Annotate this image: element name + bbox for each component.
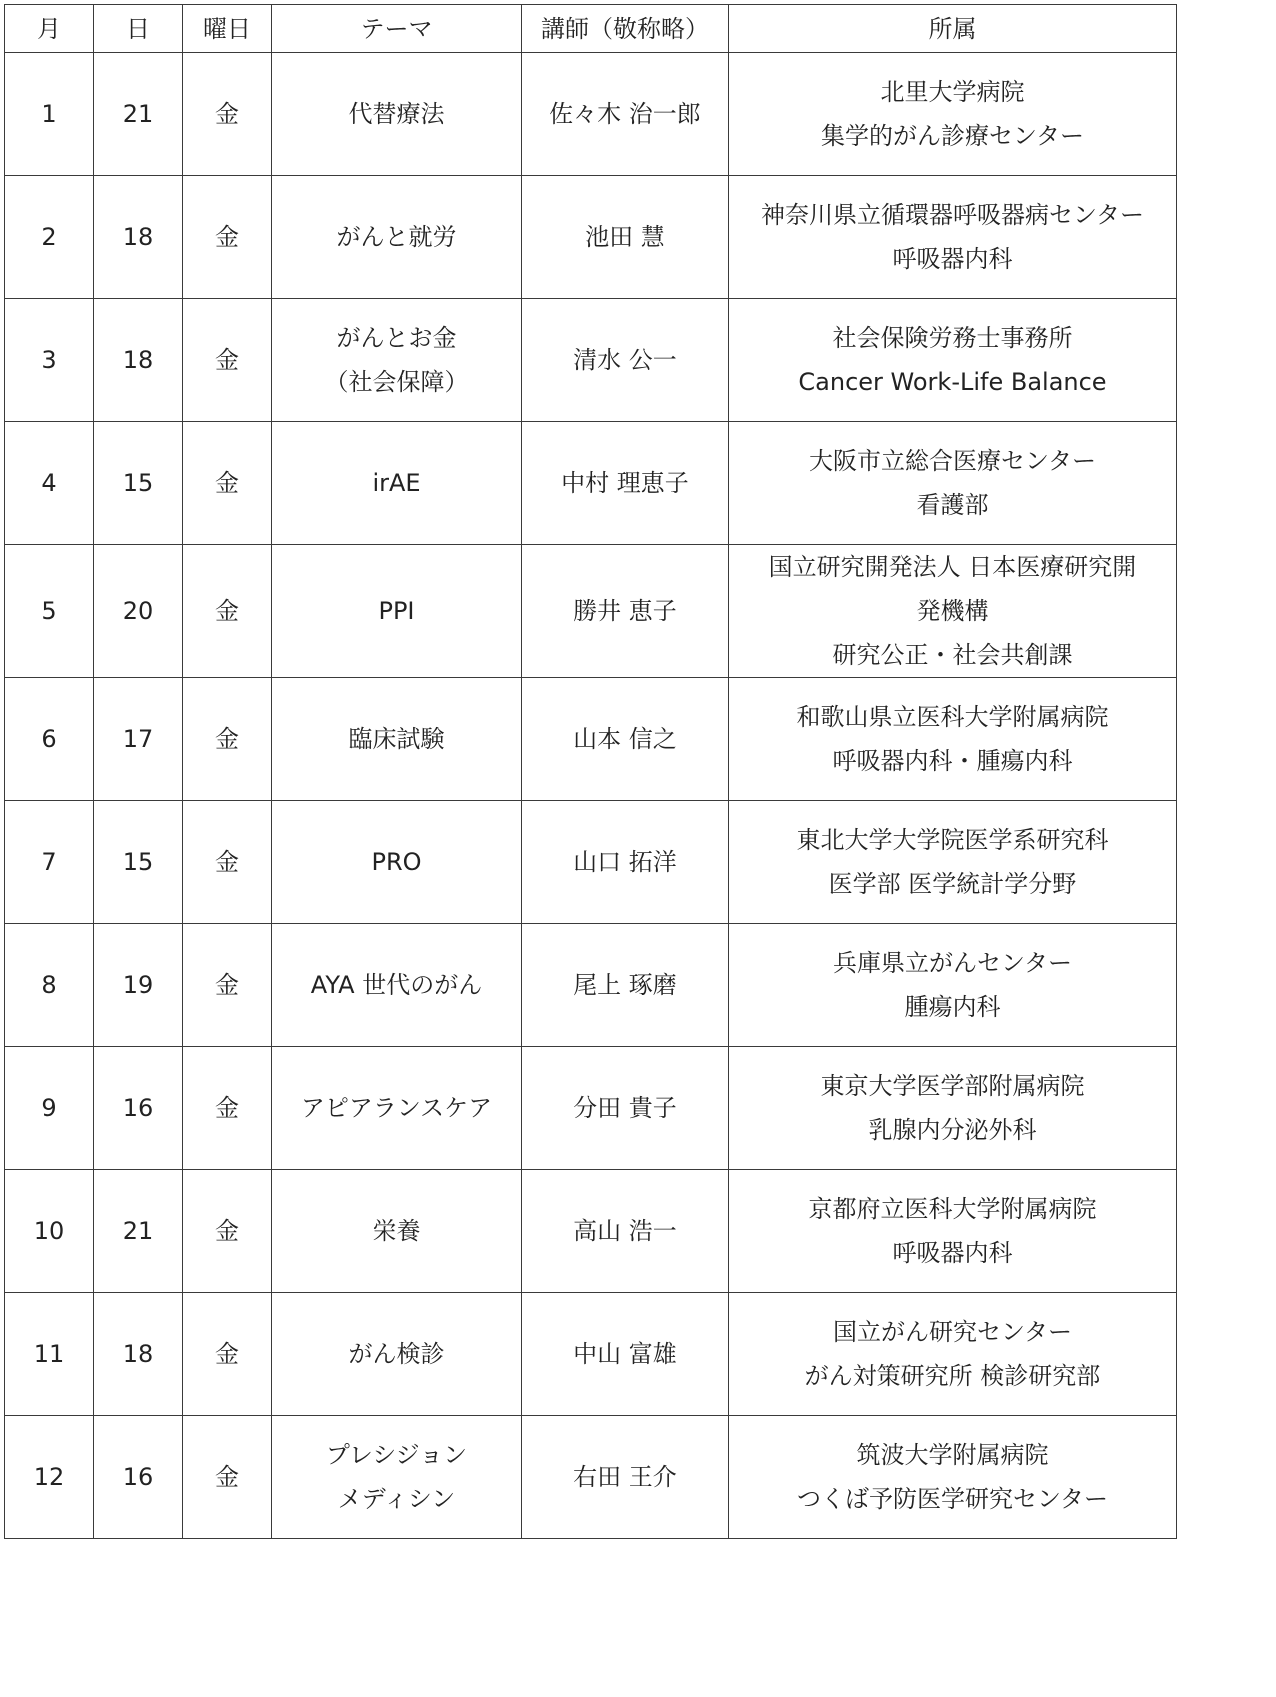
table-row [5,678,1177,801]
header-row [5,5,1177,53]
affiliation-cell [729,801,1177,924]
weekday-cell: 金 [183,801,272,924]
affiliation-cell [729,299,1177,422]
theme-cell [272,545,522,678]
theme-line: 栄養 [372,1217,421,1245]
affiliation-line: 腫瘍内科 [904,993,1001,1021]
header-month: 月 [5,5,94,53]
day-cell: 18 [94,299,183,422]
affiliation-cell [729,422,1177,545]
lecturer-cell: 佐々木 治一郎 [522,53,729,176]
affiliation-line: 大阪市立総合医療センター [808,447,1097,475]
table-row [5,299,1177,422]
affiliation-cell [729,1293,1177,1416]
weekday-cell: 金 [183,176,272,299]
month-cell: 9 [5,1047,94,1170]
table-row [5,1170,1177,1293]
affiliation-cell [729,1047,1177,1170]
weekday-cell: 金 [183,1416,272,1539]
table-body [5,53,1177,1539]
month-cell: 10 [5,1170,94,1293]
theme-line: メディシン [337,1485,456,1513]
day-cell: 20 [94,545,183,678]
affiliation-line: 東京大学医学部附属病院 [820,1072,1085,1100]
month-cell: 5 [5,545,94,678]
table-row [5,924,1177,1047]
header-affiliation: 所属 [729,5,1177,53]
theme-cell [272,176,522,299]
theme-cell [272,678,522,801]
day-cell: 21 [94,53,183,176]
affiliation-line: 北里大学病院 [880,78,1025,106]
weekday-cell: 金 [183,299,272,422]
theme-line: プレシジョン [325,1441,468,1469]
affiliation-line: 社会保険労務士事務所 [832,324,1073,352]
affiliation-line: 神奈川県立循環器呼吸器病センター [760,201,1145,229]
theme-line: がんとお金 [336,324,457,352]
affiliation-line: 研究公正・社会共創課 [832,641,1073,669]
affiliation-cell [729,545,1177,678]
month-cell: 3 [5,299,94,422]
month-cell: 11 [5,1293,94,1416]
affiliation-line: 乳腺内分泌外科 [868,1116,1037,1144]
day-cell: 18 [94,176,183,299]
affiliation-cell [729,53,1177,176]
weekday-cell: 金 [183,53,272,176]
table-row [5,1047,1177,1170]
theme-cell [272,1047,522,1170]
theme-line: AYA 世代のがん [310,971,483,999]
day-cell: 19 [94,924,183,1047]
month-cell: 6 [5,678,94,801]
weekday-cell: 金 [183,924,272,1047]
day-cell: 17 [94,678,183,801]
weekday-cell: 金 [183,678,272,801]
lecturer-cell: 池田 慧 [522,176,729,299]
affiliation-line: 看護部 [916,491,989,519]
header-day: 日 [94,5,183,53]
affiliation-line: つくば予防医学研究センター [796,1485,1109,1513]
affiliation-line: 京都府立医科大学附属病院 [808,1195,1097,1223]
affiliation-line: 和歌山県立医科大学附属病院 [796,703,1109,731]
header-theme: テーマ [272,5,522,53]
table-row [5,801,1177,924]
theme-line: がん検診 [348,1340,445,1368]
affiliation-line: 集学的がん診療センター [820,122,1085,150]
schedule-table-container [4,4,1177,1539]
header-lecturer: 講師（敬称略） [522,5,729,53]
table-row [5,422,1177,545]
affiliation-cell [729,1170,1177,1293]
weekday-cell: 金 [183,1293,272,1416]
affiliation-line: 国立がん研究センター [832,1318,1073,1346]
affiliation-line: 発機構 [916,597,989,625]
theme-line: PRO [371,848,422,876]
lecturer-cell: 勝井 恵子 [522,545,729,678]
month-cell: 7 [5,801,94,924]
affiliation-line: 筑波大学附属病院 [856,1441,1049,1469]
month-cell: 1 [5,53,94,176]
weekday-cell: 金 [183,1170,272,1293]
table-row [5,1416,1177,1539]
theme-line: irAE [372,469,421,497]
affiliation-line: 呼吸器内科 [892,1239,1013,1267]
affiliation-line: 兵庫県立がんセンター [832,949,1073,977]
affiliation-line: 東北大学大学院医学系研究科 [796,826,1109,854]
day-cell: 16 [94,1416,183,1539]
theme-cell [272,801,522,924]
affiliation-cell [729,924,1177,1047]
lecturer-cell: 山本 信之 [522,678,729,801]
affiliation-line: 国立研究開発法人 日本医療研究開 [768,553,1137,581]
theme-line: （社会保障） [324,368,469,396]
theme-cell [272,299,522,422]
affiliation-cell [729,176,1177,299]
month-cell: 8 [5,924,94,1047]
lecturer-cell: 右田 王介 [522,1416,729,1539]
weekday-cell: 金 [183,1047,272,1170]
theme-line: がんと就労 [336,223,457,251]
theme-cell [272,924,522,1047]
theme-cell [272,422,522,545]
lecturer-cell: 山口 拓洋 [522,801,729,924]
day-cell: 15 [94,422,183,545]
lecturer-cell: 尾上 琢磨 [522,924,729,1047]
lecturer-cell: 中村 理恵子 [522,422,729,545]
day-cell: 21 [94,1170,183,1293]
theme-cell [272,53,522,176]
theme-line: アピアランスケア [300,1094,493,1122]
theme-line: 臨床試験 [348,725,445,753]
affiliation-line: 呼吸器内科 [892,245,1013,273]
affiliation-line: 医学部 医学統計学分野 [828,870,1077,898]
table-row [5,53,1177,176]
affiliation-line: 呼吸器内科・腫瘍内科 [832,747,1073,775]
month-cell: 12 [5,1416,94,1539]
affiliation-cell [729,1416,1177,1539]
weekday-cell: 金 [183,545,272,678]
lecturer-cell: 分田 貴子 [522,1047,729,1170]
theme-cell [272,1416,522,1539]
table-row [5,176,1177,299]
theme-line: PPI [378,597,415,625]
day-cell: 15 [94,801,183,924]
lecture-schedule-table [4,4,1177,1539]
affiliation-line: Cancer Work-Life Balance [798,368,1107,396]
header-weekday: 曜日 [183,5,272,53]
weekday-cell: 金 [183,422,272,545]
day-cell: 16 [94,1047,183,1170]
table-row [5,545,1177,678]
table-row [5,1293,1177,1416]
lecturer-cell: 清水 公一 [522,299,729,422]
affiliation-line: がん対策研究所 検診研究部 [804,1362,1101,1390]
day-cell: 18 [94,1293,183,1416]
theme-line: 代替療法 [348,100,445,128]
month-cell: 4 [5,422,94,545]
month-cell: 2 [5,176,94,299]
theme-cell [272,1293,522,1416]
lecturer-cell: 中山 富雄 [522,1293,729,1416]
lecturer-cell: 高山 浩一 [522,1170,729,1293]
theme-cell [272,1170,522,1293]
affiliation-cell [729,678,1177,801]
